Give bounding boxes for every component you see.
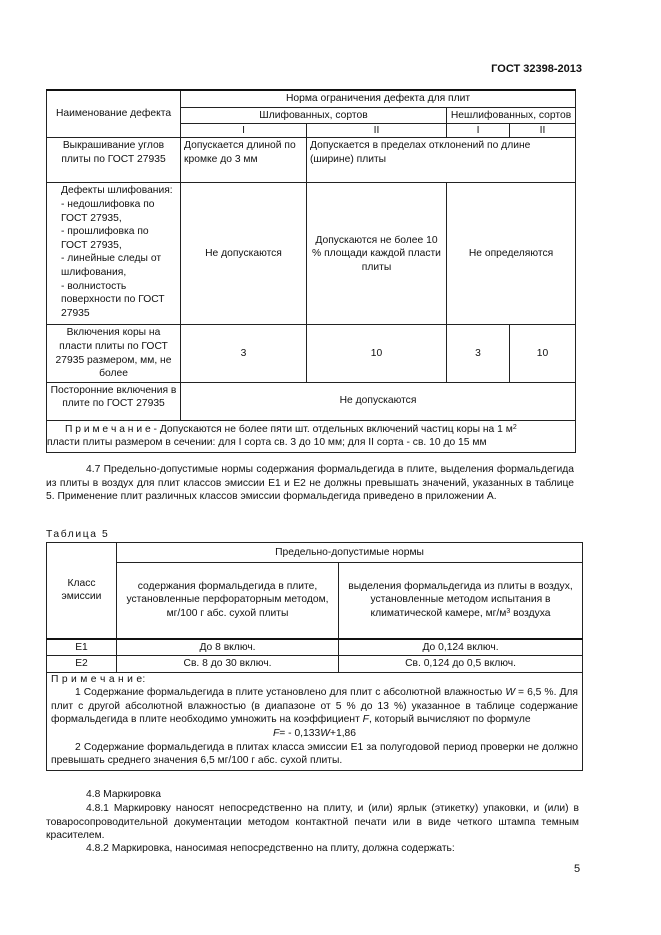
note-1-c: , который вычисляют по формуле xyxy=(368,714,531,726)
header-sanded: Шлифованных, сортов xyxy=(181,107,447,124)
note-text-a: П р и м е ч а н и е - Допускаются не более пяти шт. отдельных включений частиц коры на 1 м xyxy=(65,423,513,435)
document-code: ГОСТ 32398-2013 xyxy=(491,63,582,75)
row-bark-inclusions-name: Включения коры на пласти плиты по ГОСТ 27935 размером, мм, не более xyxy=(47,325,181,382)
header-emission-class: Класс эмиссии xyxy=(47,543,117,639)
bark-value-unsanded1: 3 xyxy=(447,325,510,382)
note-1-a: 1 Содержание формальдегида в плите установлено для плит с абсолютной влажностью xyxy=(75,687,506,699)
notes-title: П р и м е ч а н и е: xyxy=(51,673,146,685)
note-2: 2 Содержание формальдегида в плитах класса эмиссии Е1 за полугодовой период проверки не должно превышать среднего значения 6,5 мг/100 г абс. сухой плиты. xyxy=(51,741,579,767)
grade-sanded-2: II xyxy=(307,124,447,138)
formula xyxy=(51,727,578,741)
note-text-b: пласти плиты размером в сечении: для I сорта св. 3 до 10 мм; для II сорта - св. 10 до 15 мм xyxy=(47,437,487,449)
sanding-defect-line: - недошлифовка по ГОСТ 27935, xyxy=(61,199,155,224)
paragraph-4-8-2: 4.8.2 Маркировка, наносимая непосредственно на плиту, должна содержать: xyxy=(86,843,455,854)
emission-e1: До 0,124 включ. xyxy=(339,639,583,656)
row-sanding-defects-name xyxy=(47,183,181,325)
content-e2: Св. 8 до 30 включ. xyxy=(117,656,339,673)
row-foreign-inclusions-value: Не допускаются xyxy=(181,382,576,420)
content-e1: До 8 включ. xyxy=(117,639,339,656)
class-e2: Е2 xyxy=(47,656,117,673)
class-e1: Е1 xyxy=(47,639,117,656)
section-4-8-title: 4.8 Маркировка xyxy=(86,789,161,800)
grade-unsanded-2: II xyxy=(510,124,576,138)
row-sanding-defects-unsanded: Не определяются xyxy=(447,183,576,325)
grade-sanded-1: I xyxy=(181,124,307,138)
note-1-w: W xyxy=(505,687,516,699)
header-content: содержания формальдегида в плите, установленные перфораторным методом, мг/100 г абс. сухой плиты xyxy=(117,563,339,639)
formula-mid: = - 0,133 xyxy=(279,727,321,739)
sanding-defect-line: Дефекты шлифования: xyxy=(61,185,173,197)
row-corner-chipping-name: Выкрашивание углов плиты по ГОСТ 27935 xyxy=(47,138,181,183)
row-corner-chipping-sanded1: Допускается длиной по кромке до 3 мм xyxy=(181,138,307,183)
sanding-defect-line: - прошлифовка по ГОСТ 27935, xyxy=(61,226,149,251)
header-emission xyxy=(339,563,583,639)
page-number: 5 xyxy=(574,863,581,875)
grade-unsanded-1: I xyxy=(447,124,510,138)
bark-value-sanded2: 10 xyxy=(307,325,447,382)
row-sanding-defects-sanded1: Не допускаются xyxy=(181,183,307,325)
row-foreign-inclusions-name: Посторонние включения в плите по ГОСТ 27935 xyxy=(47,382,181,420)
formula-f: F xyxy=(273,727,280,739)
paragraph-4-8-1: 4.8.1 Маркировку наносят непосредственно на плиту, и (или) ярлык (этикетку) упаковки, и (или) в товаросопроводительной документации методом контактной печати или в виде четкого штампа темным красителем. xyxy=(46,803,579,842)
bark-value-sanded1: 3 xyxy=(181,325,307,382)
header-emission-text: выделения формальдегида из плиты в воздух, установленные методом испытания в климатической камере, мг/м xyxy=(348,580,573,620)
header-norm: Норма ограничения дефекта для плит xyxy=(181,90,576,107)
bark-value-unsanded2: 10 xyxy=(510,325,576,382)
header-unsanded: Нешлифованных, сортов xyxy=(447,107,576,124)
formula-w: W xyxy=(320,727,330,739)
header-limits: Предельно-допустимые нормы xyxy=(117,543,583,563)
formaldehyde-table xyxy=(46,542,583,771)
formula-end: +1,86 xyxy=(329,727,357,739)
paragraph-4-7: 4.7 Предельно-допустимые нормы содержания формальдегида в плите, выделения формальдегида из плиты в воздух для плит классов эмиссии Е1 и Е2 не должны превышать значений, указанных в таблице 5. Применение плит различных классов эмиссии формальдегида приведено в приложении А. xyxy=(46,464,574,503)
table5-title: Таблица 5 xyxy=(46,529,110,540)
header-emission-tail: воздуха xyxy=(510,608,551,620)
defect-table xyxy=(46,89,576,453)
header-defect-name: Наименование дефекта xyxy=(47,90,181,138)
sanding-defect-line: - волнистость поверхности по ГОСТ 27935 xyxy=(61,280,165,319)
row-corner-chipping-other: Допускается в пределах отклонений по длине (ширине) плиты xyxy=(307,138,576,183)
note-1-b: = 6,5 %. Для плит с другой абсолютной влажностью (в диапазоне от 5 % до 13 %) указанное в таблице содержание формальдегида в плите необходимо умножить на коэффициент xyxy=(51,687,579,726)
header-emission-sup: 3 xyxy=(506,608,511,616)
note-sup: 2 xyxy=(512,423,517,431)
note-1-f: F xyxy=(362,714,369,726)
emission-e2: Св. 0,124 до 0,5 включ. xyxy=(339,656,583,673)
note-1 xyxy=(51,686,578,727)
sanding-defect-line: - линейные следы от шлифования, xyxy=(61,253,162,278)
table5-notes xyxy=(47,672,583,770)
row-sanding-defects-sanded2: Допускаются не более 10 % площади каждой пласти плиты xyxy=(307,183,447,325)
table4-note xyxy=(47,420,576,452)
